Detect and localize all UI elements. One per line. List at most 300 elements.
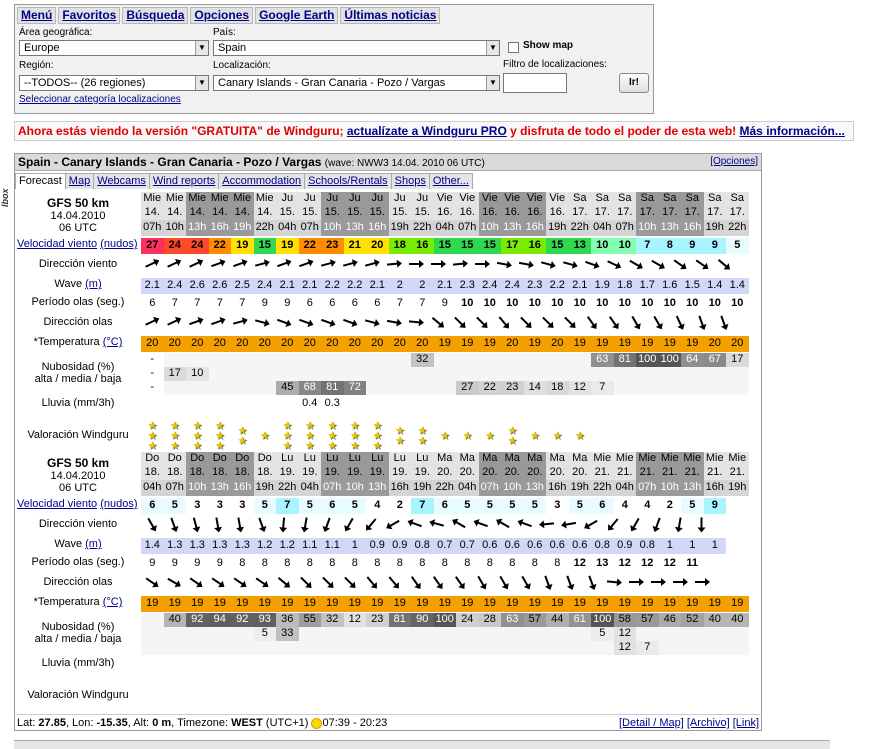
- wind-speed-link[interactable]: Velocidad viento: [17, 238, 98, 250]
- cloud_low-cell: [321, 641, 344, 655]
- star-icon: ★: [439, 430, 450, 442]
- day-cell: Do: [164, 452, 187, 468]
- hour-cell: 16h: [231, 480, 254, 496]
- cloud_high-cell: 81: [389, 613, 412, 627]
- star-icon: ★: [147, 430, 158, 442]
- wind-cell: 5: [501, 498, 524, 514]
- wind-cell: 27: [141, 238, 164, 254]
- temp-cell: 20: [254, 336, 277, 352]
- star-icon: ★: [214, 440, 225, 452]
- tab-3[interactable]: Wind reports: [149, 173, 219, 189]
- cloud_mid-cell: [389, 627, 412, 641]
- star-icon: ★: [417, 425, 428, 437]
- wind-dir-text: Dirección viento: [38, 518, 118, 530]
- tab-2[interactable]: Webcams: [93, 173, 150, 189]
- cloud_low-cell: [501, 641, 524, 655]
- period-cell: 8: [486, 557, 493, 569]
- wave-dir-row: [141, 574, 762, 594]
- period-cell: 6: [329, 297, 336, 309]
- temp-cell: 19: [524, 336, 547, 352]
- region-select[interactable]: [19, 75, 209, 91]
- menu-bar: [17, 7, 440, 24]
- wind-cell: 6: [434, 498, 457, 514]
- tab-7[interactable]: Other...: [429, 173, 473, 189]
- wave-arrow-icon: [339, 574, 361, 590]
- menu-item-3[interactable]: Opciones: [190, 7, 253, 24]
- wave-cell: 1.4: [704, 278, 727, 294]
- cloud_high-cell: 36: [276, 613, 299, 627]
- wave-arrow-icon: [515, 574, 537, 590]
- day-cell: Mie: [659, 452, 682, 468]
- rain-cell: [591, 397, 614, 411]
- cloud_mid-cell: 5: [254, 627, 277, 641]
- wave-arrow-icon: [273, 574, 295, 590]
- wind-arrow-icon: [273, 516, 295, 532]
- hour-cell: 07h: [164, 480, 187, 496]
- wave-arrow-icon: [251, 314, 273, 330]
- temp-cell: 19: [276, 596, 299, 612]
- wave-arrow-icon: [603, 574, 625, 590]
- cloud-sub-text: alta / media / baja: [34, 633, 122, 645]
- day-cell: Vie: [546, 192, 569, 208]
- date-cell: 15.: [299, 206, 322, 222]
- wind-arrow-icon: [691, 256, 713, 272]
- cloud_high-cell: [164, 353, 187, 367]
- forecast-header: [15, 154, 761, 171]
- rain-cell: [569, 397, 592, 411]
- star-icon: ★: [259, 430, 270, 442]
- wave-dir-row: [141, 314, 762, 334]
- date-cell: 17.: [591, 206, 614, 222]
- day-cell: Do: [141, 452, 164, 468]
- period-cell: 10: [686, 297, 699, 309]
- wind-speed-row: [141, 498, 762, 514]
- wind-cell: 20: [366, 238, 389, 254]
- tz-label: , Timezone:: [171, 717, 232, 729]
- star-icon: ★: [372, 420, 383, 432]
- wave-cell: 1.5: [681, 278, 704, 294]
- knots-link[interactable]: (nudos): [100, 238, 138, 250]
- cloud_high-cell: [524, 353, 547, 367]
- temp-unit-link[interactable]: (°C): [102, 336, 123, 348]
- temp-cell: 19: [456, 596, 479, 612]
- wave-cell: 0.8: [591, 538, 614, 554]
- chevron-down-icon: ▼: [195, 41, 208, 55]
- date-cell: 19.: [299, 466, 322, 482]
- hour-cell: 19h: [726, 480, 749, 496]
- wave-unit-link[interactable]: (m): [85, 538, 102, 550]
- cloud_low-cell: 81: [321, 381, 344, 395]
- day-cell: Mie: [704, 452, 727, 468]
- day-cell: Vie: [434, 192, 457, 208]
- cloud_mid-cell: [524, 367, 547, 381]
- cloud_high-cell: [231, 353, 254, 367]
- options-link[interactable]: [Opciones]: [710, 156, 758, 167]
- cloud_mid-cell: [231, 367, 254, 381]
- temp-cell: 19: [434, 336, 457, 352]
- cloud_low-cell: [704, 641, 727, 655]
- wave-cell: 1: [344, 538, 367, 554]
- day-cell: Mie: [591, 452, 614, 468]
- footer-link-2[interactable]: [Link]: [732, 717, 759, 729]
- wave-cell: 2.2: [321, 278, 344, 294]
- temp-cell: 20: [411, 336, 434, 352]
- date-cell: 19.: [366, 466, 389, 482]
- cloud_high-cell: 28: [479, 613, 502, 627]
- temp-cell: 20: [704, 336, 727, 352]
- hour-cell: 07h: [141, 220, 164, 236]
- wave-arrow-icon: [317, 574, 339, 590]
- side-label: lbox: [0, 188, 10, 208]
- cloud_low-cell: 7: [591, 381, 614, 395]
- cloud_low-cell: [479, 641, 502, 655]
- wind-cell: 15: [254, 238, 277, 254]
- day-cell: Lu: [321, 452, 344, 468]
- day-cell: Lu: [299, 452, 322, 468]
- temp-cell: 19: [479, 596, 502, 612]
- hour-cell: 16h: [546, 480, 569, 496]
- cloud_mid-cell: [501, 367, 524, 381]
- wind-arrow-icon: [185, 256, 207, 272]
- wind-arrow-icon: [295, 256, 317, 272]
- date-cell: 14.: [231, 206, 254, 222]
- forecast-title: Spain - Canary Islands - Gran Canaria - Pozo / Vargas: [18, 155, 322, 169]
- alt-label: , Alt:: [127, 717, 153, 729]
- cloud_low-cell: [569, 641, 592, 655]
- wind-cell: 21: [344, 238, 367, 254]
- day-cell: Mie: [636, 452, 659, 468]
- cloud_high-cell: 63: [591, 353, 614, 367]
- model-run: 06 UTC: [59, 482, 97, 494]
- hour-cell: 13h: [344, 220, 367, 236]
- wave-arrow-icon: [713, 314, 735, 330]
- wind-arrow-icon: [229, 256, 251, 272]
- date-cell: 20.: [501, 466, 524, 482]
- temp-cell: 19: [569, 596, 592, 612]
- wind-arrow-icon: [559, 256, 581, 272]
- period-cell: 8: [554, 557, 561, 569]
- star-icon: ★: [237, 425, 248, 437]
- wind-arrow-icon: [207, 256, 229, 272]
- wave-cell: 2.1: [299, 278, 322, 294]
- hour-cell: 04h: [456, 480, 479, 496]
- forecast-footer: [14, 714, 762, 731]
- tab-6[interactable]: Shops: [391, 173, 430, 189]
- wave-cell: 1: [704, 538, 727, 554]
- wind-cell: 23: [321, 238, 344, 254]
- hour-cell: 07h: [636, 480, 659, 496]
- wave-arrow-icon: [537, 574, 559, 590]
- lat-label: Lat:: [17, 717, 39, 729]
- wave-arrow-icon: [449, 314, 471, 330]
- cloud_low-cell: [681, 641, 704, 655]
- wind-arrow-icon: [273, 256, 295, 272]
- period-text: Período olas (seg.): [31, 556, 125, 568]
- wind-arrow-icon: [185, 516, 207, 532]
- rating-label: [17, 689, 139, 701]
- cloud_high-cell: 40: [164, 613, 187, 627]
- period-cell: 12: [663, 557, 676, 569]
- wave-cell: 0.6: [479, 538, 502, 554]
- day-cell: Sa: [659, 192, 682, 208]
- cloud_mid-cell: [479, 367, 502, 381]
- hour-cell: 19h: [411, 480, 434, 496]
- wave-cell: 1: [659, 538, 682, 554]
- hour-cell: 13h: [659, 220, 682, 236]
- cloud_low-cell: [254, 641, 277, 655]
- date-cell: 16.: [546, 206, 569, 222]
- hour-cell: 22h: [411, 220, 434, 236]
- menu-item-0[interactable]: Menú: [17, 7, 56, 24]
- period-cell: 12: [618, 557, 631, 569]
- temp-cell: 19: [231, 596, 254, 612]
- day-cell: Mie: [231, 192, 254, 208]
- wind-arrow-icon: [581, 256, 603, 272]
- wind-cell: 10: [591, 238, 614, 254]
- model-date: 14.04.2010: [50, 210, 106, 222]
- wind-arrow-icon: [471, 256, 493, 272]
- wind-arrow-icon: [647, 516, 669, 532]
- cloud_mid-cell: 12: [614, 627, 637, 641]
- wave-cell: 2.1: [141, 278, 164, 294]
- wave-text: Wave: [54, 538, 83, 550]
- wind-cell: 22: [299, 238, 322, 254]
- wave-cell: 1.1: [321, 538, 344, 554]
- tab-5[interactable]: Schools/Rentals: [304, 173, 392, 189]
- wave-arrow-icon: [295, 314, 317, 330]
- wave-arrow-icon: [141, 574, 163, 590]
- temp-cell: 20: [186, 336, 209, 352]
- wave-cell: 1.9: [591, 278, 614, 294]
- cloud_mid-cell: [299, 367, 322, 381]
- menu-item-4[interactable]: Google Earth: [255, 7, 338, 24]
- country-select[interactable]: [213, 40, 500, 56]
- model-title: [17, 196, 139, 234]
- wave-cell: 2.3: [456, 278, 479, 294]
- show-map-checkbox[interactable]: [508, 42, 519, 53]
- period-cell: 10: [731, 297, 744, 309]
- day-cell: Do: [209, 452, 232, 468]
- go-button[interactable]: Ir!: [619, 73, 649, 93]
- day-cell: Sa: [614, 192, 637, 208]
- area-select[interactable]: [19, 40, 209, 56]
- wave-cell: 1.3: [164, 538, 187, 554]
- rain-label: [17, 657, 139, 669]
- wave-unit-link[interactable]: (m): [85, 278, 102, 290]
- wind-arrow-icon: [383, 516, 405, 532]
- wind-cell: 7: [411, 498, 434, 514]
- tab-1[interactable]: Map: [65, 173, 94, 189]
- cloud_mid-cell: [209, 627, 232, 641]
- period-cell: 10: [641, 297, 654, 309]
- day-cell: Ju: [366, 192, 389, 208]
- wave-arrow-icon: [295, 574, 317, 590]
- wave-cell: 1.3: [186, 538, 209, 554]
- period-cell: 9: [441, 297, 448, 309]
- menu-item-5[interactable]: Últimas noticias: [340, 7, 440, 24]
- knots-link[interactable]: (nudos): [100, 498, 138, 510]
- chevron-down-icon: ▼: [195, 76, 208, 90]
- wave-cell: 1: [681, 538, 704, 554]
- date-cell: 21.: [681, 466, 704, 482]
- cloud_high-cell: 67: [704, 353, 727, 367]
- star-icon: ★: [372, 430, 383, 442]
- date-cell: 14.: [209, 206, 232, 222]
- tab-4[interactable]: Accommodation: [218, 173, 305, 189]
- cloud_mid-cell: [456, 627, 479, 641]
- temp-cell: 19: [704, 596, 727, 612]
- star-icon: ★: [327, 420, 338, 432]
- date-cell: 21.: [704, 466, 727, 482]
- menu-item-1[interactable]: Favoritos: [58, 7, 120, 24]
- wind-speed-label: [17, 238, 139, 254]
- wind-arrow-icon: [383, 256, 405, 272]
- date-cell: 18.: [164, 466, 187, 482]
- day-cell: Do: [231, 452, 254, 468]
- wind-cell: 7: [276, 498, 299, 514]
- cloud_low-cell: 22: [479, 381, 502, 395]
- wind-cell: 15: [434, 238, 457, 254]
- period-text: Período olas (seg.): [31, 296, 125, 308]
- category-link[interactable]: Seleccionar categoría localizaciones: [19, 94, 181, 105]
- hour-cell: 19h: [231, 220, 254, 236]
- star-icon: ★: [574, 430, 585, 442]
- cloud_low-cell: [366, 641, 389, 655]
- more-info-link[interactable]: Más información...: [739, 124, 845, 138]
- period-cell: 10: [528, 297, 541, 309]
- star-icon: ★: [282, 430, 293, 442]
- day-cell: Lu: [389, 452, 412, 468]
- period-cell: 6: [351, 297, 358, 309]
- wind-cell: 3: [546, 498, 569, 514]
- country-value: Spain: [218, 42, 247, 54]
- cloud_high-cell: 24: [456, 613, 479, 627]
- filter-input[interactable]: [503, 73, 567, 93]
- wind-arrow-icon: [669, 516, 691, 532]
- period-cell: 8: [284, 557, 291, 569]
- date-cell: 15.: [366, 206, 389, 222]
- cloud_low-cell: [636, 381, 659, 395]
- footer-links: [619, 715, 759, 731]
- chevron-down-icon: ▼: [486, 41, 499, 55]
- hour-row: [141, 480, 762, 496]
- date-cell: 20.: [569, 466, 592, 482]
- cloud-label: [17, 621, 139, 645]
- day-cell: Ju: [299, 192, 322, 208]
- date-cell: 14.: [141, 206, 164, 222]
- hour-cell: 13h: [501, 220, 524, 236]
- cloud_high-cell: 12: [344, 613, 367, 627]
- location-select[interactable]: [213, 75, 500, 91]
- date-cell: 19.: [321, 466, 344, 482]
- period-cell: 10: [551, 297, 564, 309]
- wind-cell: 3: [209, 498, 232, 514]
- day-cell: Sa: [569, 192, 592, 208]
- hour-cell: 13h: [186, 220, 209, 236]
- wind-arrow-icon: [625, 516, 647, 532]
- date-cell: 19.: [389, 466, 412, 482]
- wind-arrow-icon: [163, 256, 185, 272]
- rain-cell: [366, 397, 389, 411]
- day-cell: Lu: [411, 452, 434, 468]
- temp-cell: 19: [299, 596, 322, 612]
- cloud_low-row: [141, 641, 762, 655]
- tab-0[interactable]: Forecast: [15, 173, 66, 189]
- upgrade-link[interactable]: actualízate a Windguru PRO: [346, 124, 507, 138]
- wind-speed-link[interactable]: Velocidad viento: [17, 498, 98, 510]
- temp-unit-link[interactable]: (°C): [102, 596, 123, 608]
- star-icon: ★: [282, 420, 293, 432]
- wave-arrow-icon: [559, 314, 581, 330]
- period-cell: 8: [374, 557, 381, 569]
- wave-cell: 0.6: [524, 538, 547, 554]
- wind-arrow-icon: [207, 516, 229, 532]
- wind-cell: 5: [524, 498, 547, 514]
- temp-cell: 19: [591, 336, 614, 352]
- cloud_mid-cell: [569, 367, 592, 381]
- hour-cell: 16h: [524, 220, 547, 236]
- rain-cell: [389, 397, 412, 411]
- wave-cell: 1.3: [209, 538, 232, 554]
- temp-cell: 20: [321, 336, 344, 352]
- rating-label: [17, 429, 139, 441]
- cloud_low-cell: [276, 641, 299, 655]
- temp-cell: 19: [164, 596, 187, 612]
- day-cell: Ju: [276, 192, 299, 208]
- wave-cell: 0.6: [569, 538, 592, 554]
- cloud_mid-cell: [546, 627, 569, 641]
- area-value: Europe: [24, 42, 60, 54]
- hour-cell: 22h: [569, 220, 592, 236]
- wave-label: [17, 278, 139, 290]
- wind-cell: 5: [299, 498, 322, 514]
- cloud_low-row: [141, 381, 762, 395]
- cloud_high-cell: [254, 353, 277, 367]
- wave-cell: 2.1: [276, 278, 299, 294]
- date-cell: 17.: [659, 206, 682, 222]
- day-cell: Mie: [614, 452, 637, 468]
- wave-cell: 2.5: [231, 278, 254, 294]
- cloud_high-cell: [479, 353, 502, 367]
- rain-cell: [276, 397, 299, 411]
- period-cell: 10: [708, 297, 721, 309]
- footer-link-0[interactable]: [Detail / Map]: [618, 717, 684, 729]
- cloud_high-cell: [501, 353, 524, 367]
- wind-cell: 9: [704, 498, 727, 514]
- wave-arrow-icon: [361, 314, 383, 330]
- wave-cell: 1.6: [659, 278, 682, 294]
- cloud_mid-cell: [591, 367, 614, 381]
- temp-cell: 19: [254, 596, 277, 612]
- wind-cell: 6: [321, 498, 344, 514]
- cloud_mid-row: [141, 627, 762, 641]
- menu-item-2[interactable]: Búsqueda: [122, 7, 188, 24]
- hour-cell: 10h: [659, 480, 682, 496]
- rain-row: [141, 397, 762, 411]
- cloud_high-cell: 32: [411, 353, 434, 367]
- cloud_mid-cell: [569, 627, 592, 641]
- day-cell: Mie: [726, 452, 749, 468]
- wind-cell: 6: [141, 498, 164, 514]
- cloud_low-cell: [411, 641, 434, 655]
- footer-link-1[interactable]: [Archivo]: [686, 717, 730, 729]
- period-cell: 7: [396, 297, 403, 309]
- rain-cell: [344, 397, 367, 411]
- wind-cell: 9: [681, 238, 704, 254]
- period-cell: 8: [464, 557, 471, 569]
- cloud_mid-cell: [636, 627, 659, 641]
- cloud_low-cell: 72: [344, 381, 367, 395]
